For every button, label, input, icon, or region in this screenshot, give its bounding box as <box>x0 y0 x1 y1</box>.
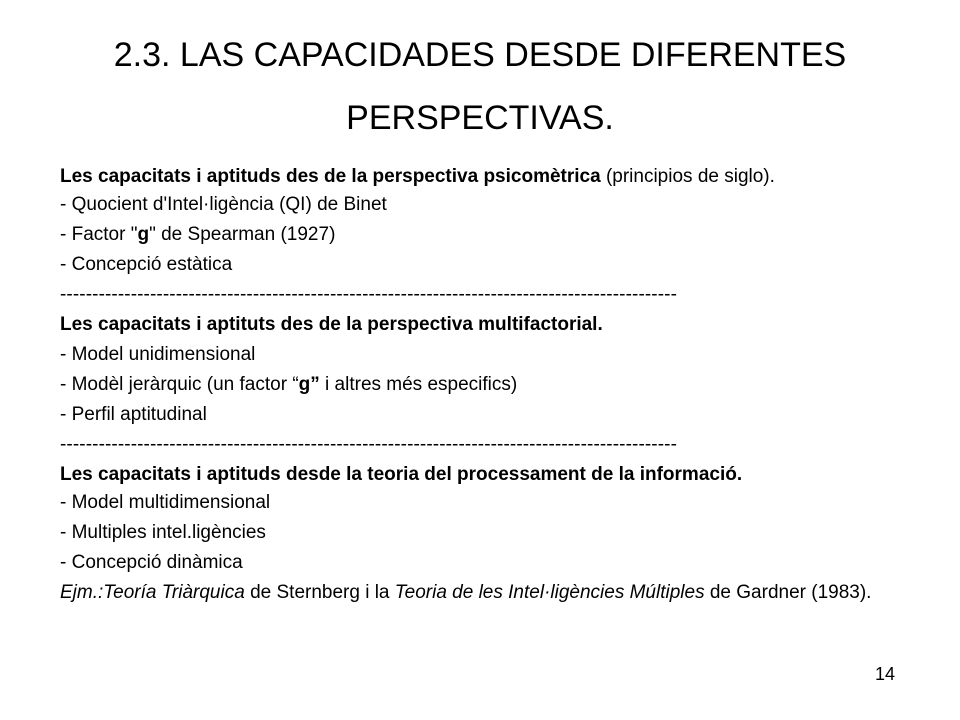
list-item-text: - Factor " <box>60 224 138 245</box>
example-text: de Sternberg i la <box>244 582 395 603</box>
page-title-line-1: 2.3. LAS CAPACIDADES DESDE DIFERENTES <box>113 36 847 74</box>
example-italic-triarchic: Ejm.:Teoría Triàrquica <box>60 582 245 603</box>
list-item: - Perfil aptitudinal <box>60 404 207 425</box>
list-item-text: " de Spearman (1927) <box>149 224 336 245</box>
section-psychometric-heading-bold: Les capacitats i aptituds des de la perspectiva psicomètrica <box>60 166 601 187</box>
list-item: - Multiples intel.ligències <box>60 522 266 543</box>
page-number: 14 <box>875 664 896 684</box>
example-text: de Gardner (1983). <box>704 582 872 603</box>
example-italic-multiple: Teoria de les Intel·ligències Múltiples <box>394 582 705 603</box>
page-title-line-2: PERSPECTIVAS. <box>346 99 614 137</box>
section-information-processing-heading-bold: Les capacitats i aptituds desde la teoria del processament de la informació. <box>60 464 743 485</box>
section-psychometric-heading <box>60 166 898 188</box>
list-item-text: i altres més especifics) <box>319 374 518 395</box>
list-item: - Concepció dinàmica <box>60 552 243 573</box>
list-item: - Model unidimensional <box>60 344 256 365</box>
section-multifactorial-heading-bold: Les capacitats i aptituts des de la perspectiva multifactorial. <box>60 314 603 335</box>
list-item-bold: g <box>137 224 150 245</box>
slide-body <box>60 166 898 610</box>
section-information-processing-heading <box>60 464 898 486</box>
section-psychometric-heading-rest: (principios de siglo). <box>600 166 775 187</box>
list-item <box>60 374 898 396</box>
section-multifactorial-heading <box>60 314 898 336</box>
list-item: - Quocient d'Intel·ligència (QI) de Binet <box>60 194 387 215</box>
divider: ------------------------------------------------------------------------------------------------ <box>60 284 678 305</box>
list-item <box>60 224 898 246</box>
example-paragraph <box>60 582 898 604</box>
list-item-bold: g” <box>298 374 320 395</box>
list-item: - Model multidimensional <box>60 492 271 513</box>
list-item: - Concepció estàtica <box>60 254 233 275</box>
divider: ------------------------------------------------------------------------------------------------ <box>60 434 678 455</box>
list-item-text: - Modèl jeràrquic (un factor “ <box>60 374 299 395</box>
